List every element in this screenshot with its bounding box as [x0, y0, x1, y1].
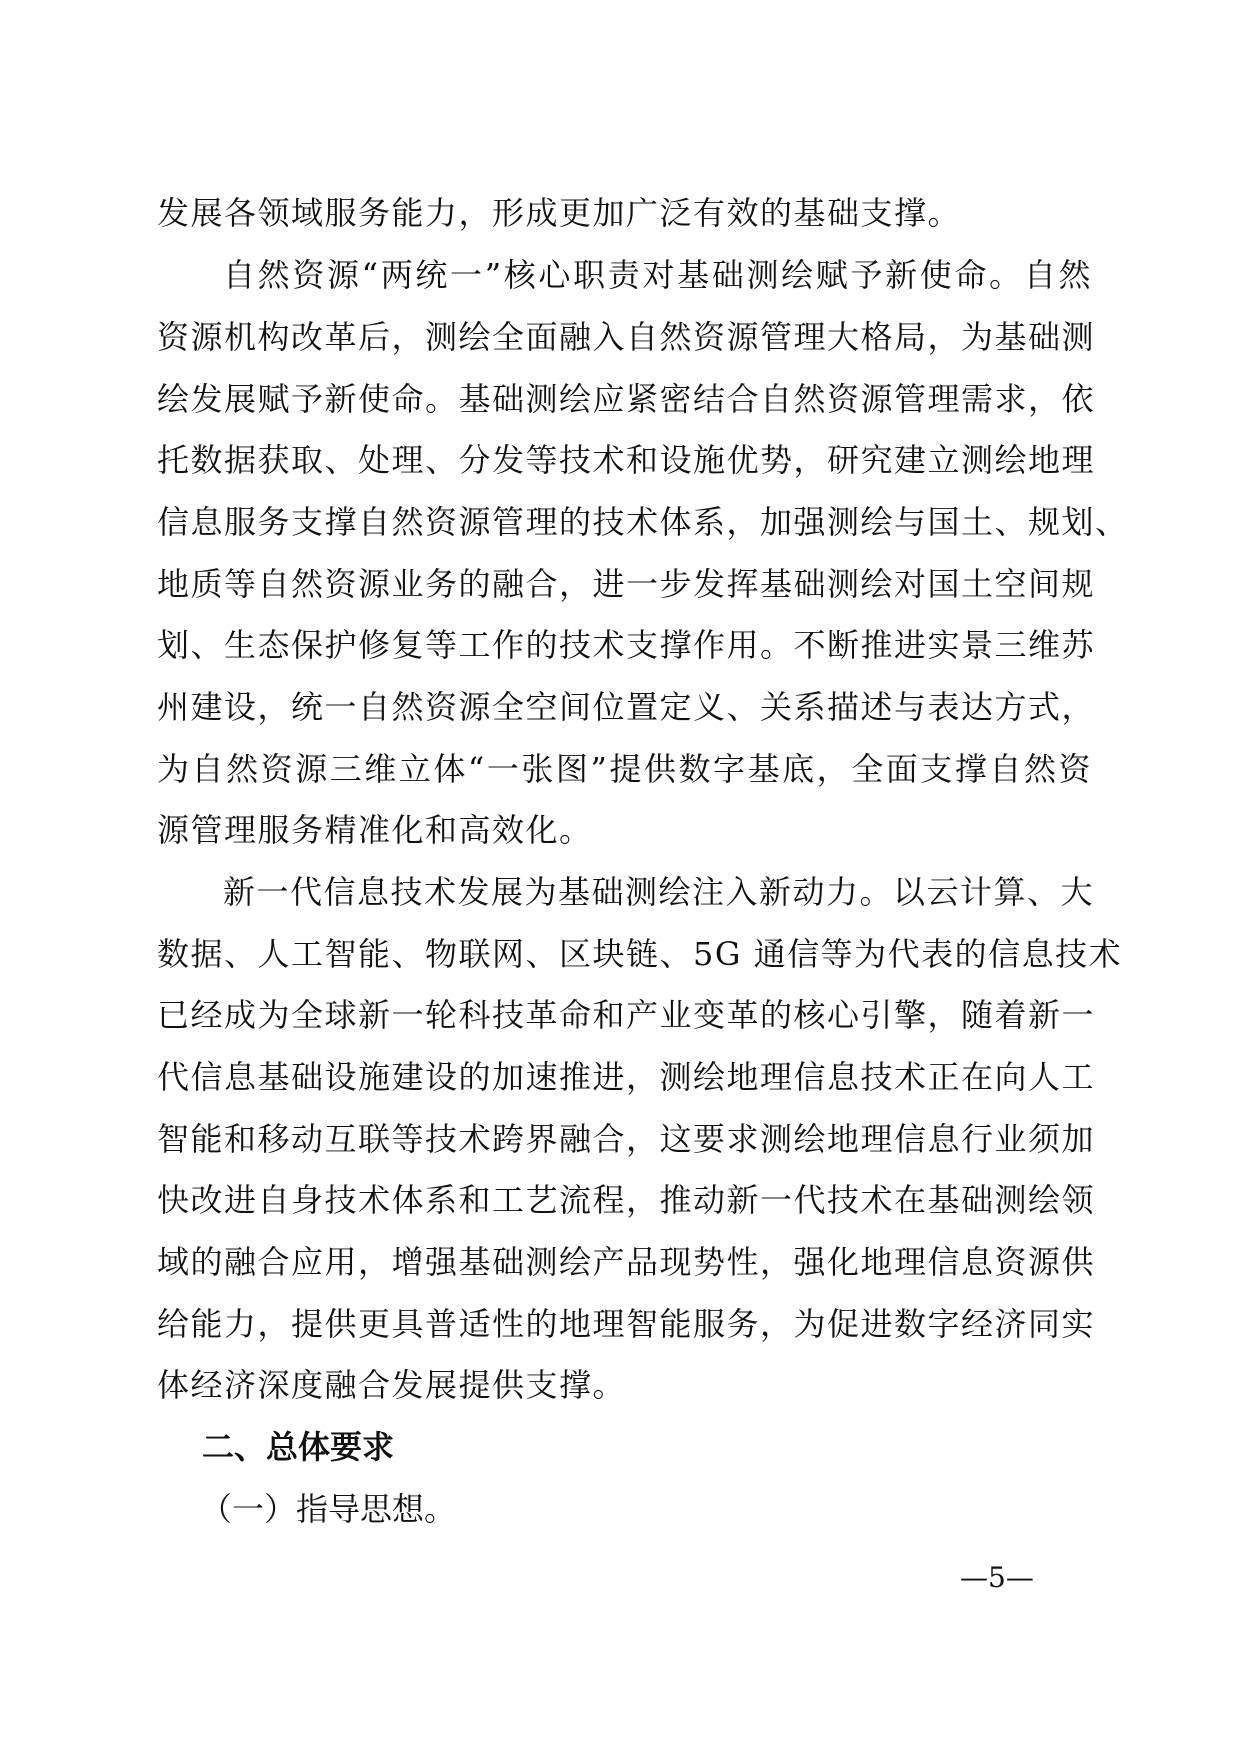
paragraph-line: 数据、人工智能、物联网、区块链、5G 通信等为代表的信息技术	[157, 935, 1123, 973]
page-number: —5—	[960, 1561, 1034, 1594]
paragraph-line: 自然资源“两统一”核心职责对基础测绘赋予新使命。自然	[223, 256, 1092, 294]
paragraph-line: 代信息基础设施建设的加速推进，测绘地理信息技术正在向人工	[157, 1058, 1096, 1096]
paragraph-line: 域的融合应用，增强基础测绘产品现势性，强化地理信息资源供	[157, 1243, 1096, 1281]
paragraph-line: 已经成为全球新一轮科技革命和产业变革的核心引擎，随着新一	[157, 996, 1096, 1034]
paragraph-line: 信息服务支撑自然资源管理的技术体系，加强测绘与国土、规划、	[157, 503, 1129, 541]
section-heading: 二、总体要求	[202, 1428, 395, 1466]
paragraph-line: 托数据获取、处理、分发等技术和设施优势，研究建立测绘地理	[157, 441, 1096, 479]
paragraph-line: 划、生态保护修复等工作的技术支撑作用。不断推进实景三维苏	[157, 626, 1096, 664]
paragraph-line: 智能和移动互联等技术跨界融合，这要求测绘地理信息行业须加	[157, 1120, 1096, 1158]
paragraph-line: 地质等自然资源业务的融合，进一步发挥基础测绘对国土空间规	[157, 565, 1096, 603]
paragraph-line: 新一代信息技术发展为基础测绘注入新动力。以云计算、大	[223, 873, 1095, 911]
paragraph-line: 州建设，统一自然资源全空间位置定义、关系描述与表达方式，	[157, 688, 1096, 726]
paragraph-line: 源管理服务精准化和高效化。	[157, 811, 593, 849]
paragraph-line: 绘发展赋予新使命。基础测绘应紧密结合自然资源管理需求，依	[157, 380, 1096, 418]
subsection-heading: （一）指导思想。	[200, 1490, 457, 1528]
paragraph-line: 快改进自身技术体系和工艺流程，推动新一代技术在基础测绘领	[157, 1181, 1096, 1219]
paragraph-line: 发展各领域服务能力，形成更加广泛有效的基础支撑。	[157, 194, 962, 232]
paragraph-line: 为自然资源三维立体“一张图”提供数字基底，全面支撑自然资	[157, 750, 1092, 788]
paragraph-line: 给能力，提供更具普适性的地理智能服务，为促进数字经济同实	[157, 1305, 1096, 1343]
paragraph-line: 体经济深度融合发展提供支撑。	[157, 1366, 627, 1404]
paragraph-line: 资源机构改革后，测绘全面融入自然资源管理大格局，为基础测	[157, 318, 1096, 356]
